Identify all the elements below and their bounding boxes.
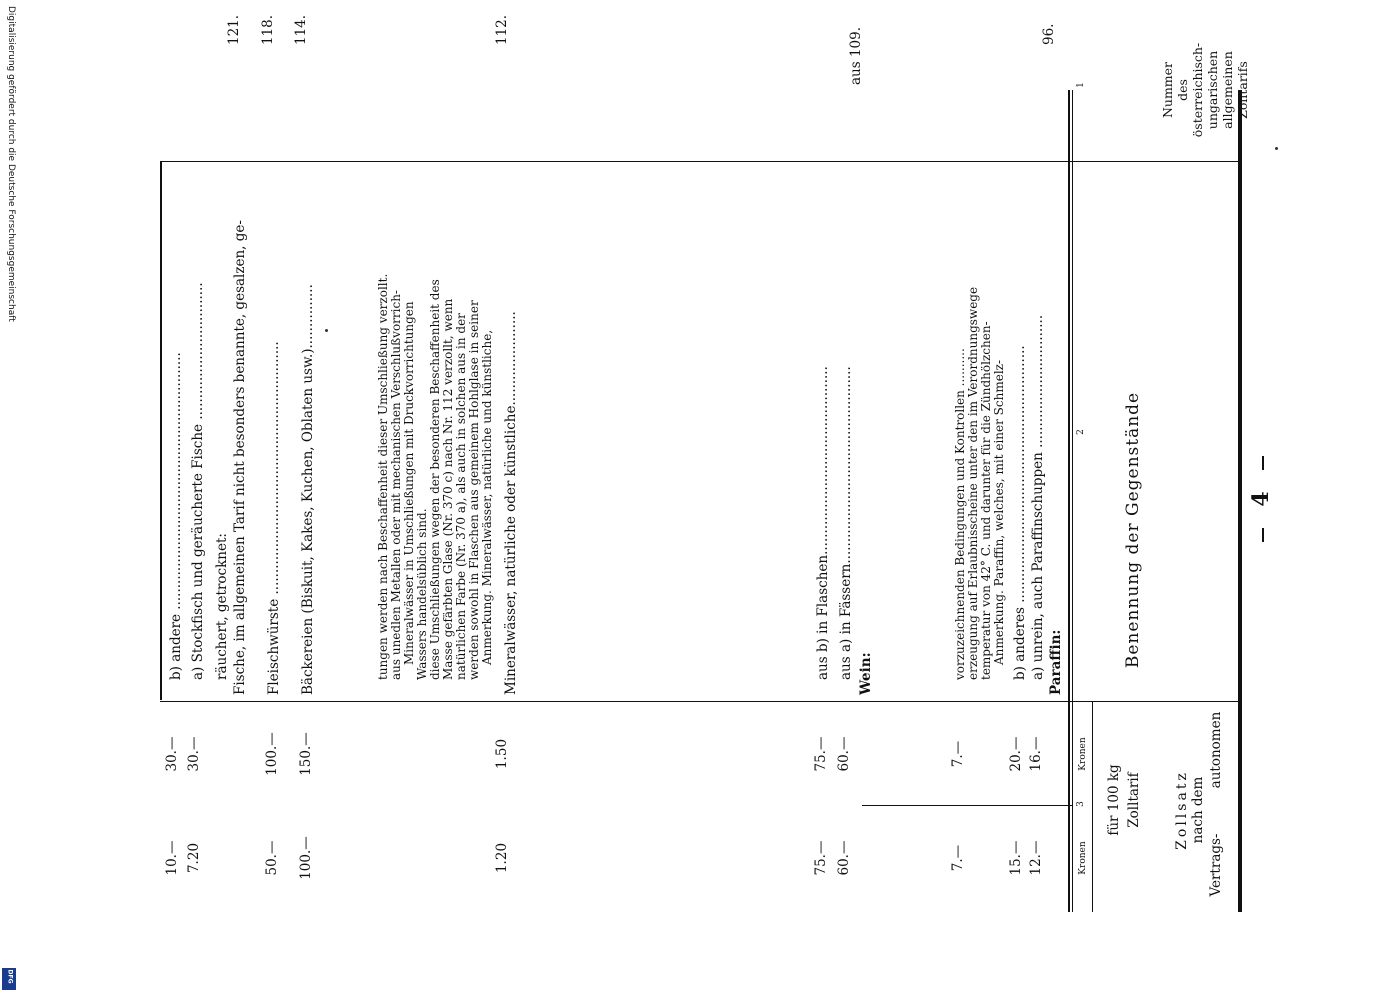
entry-line: b) andere ............................................................ <box>168 352 184 680</box>
sidebar-text: Digitalisierung gefördert durch die Deutsche Forschungsgemeinschaft <box>6 6 16 322</box>
header-col1-line: allgemeinen <box>1220 51 1235 129</box>
rate-treaty: 50.— <box>264 840 280 876</box>
header-bottom-rule <box>1068 90 1070 912</box>
page-number-dash-left <box>1262 528 1264 542</box>
note-line: vorzuzeichnenden Bedingungen und Kontrollen .......... <box>953 348 967 680</box>
sidebar-attribution <box>6 6 16 322</box>
entry-line: a) Stockfisch und geräucherte Fische ................................ <box>190 282 206 680</box>
rate-treaty: 7.20 <box>186 842 202 874</box>
header-col3-autonomen: autonomen <box>1208 711 1224 789</box>
note-line: natürlichen Farbe (Nr. 370 a), als auch in solchen aus in der <box>454 313 468 680</box>
currency-label-treaty: Kronen <box>1078 841 1088 875</box>
rate-treaty: 12.— <box>1028 840 1044 876</box>
header-col3-zolltarif: Zolltarif <box>1126 772 1142 828</box>
rate-autonomous: 1.50 <box>494 738 510 770</box>
entry-line: Bäckereien (Biskuit, Kakes, Kuchen, Oblaten usw.)............... <box>300 284 316 695</box>
rate-header-rule <box>1092 702 1093 912</box>
column-number-1: 1 <box>1076 82 1086 88</box>
note-line: Mineralwässer in Umschließungen mit Druckvorrichtungen <box>402 301 416 665</box>
rate-autonomous: 20.— <box>1008 736 1024 772</box>
entry-title: Paraffin: <box>1048 629 1064 695</box>
rate-autonomous: 150.— <box>298 732 314 776</box>
column-number-rule <box>1072 90 1073 912</box>
rate-treaty: 75.— <box>813 840 829 876</box>
entry-title: Wein: <box>858 652 874 695</box>
column-divider-3 <box>862 805 1072 806</box>
header-col1-line: Nummer <box>1160 61 1175 119</box>
header-col3-per-weight: für 100 kg <box>1106 764 1122 836</box>
table-bottom-rule <box>160 162 162 700</box>
tariff-number: 118. <box>260 14 276 45</box>
rate-autonomous: 30.— <box>186 736 202 772</box>
note-line: werden sowohl in Flaschen aus gemeinem Hohlglase in seiner <box>467 300 481 680</box>
tariff-number: 96. <box>1041 23 1057 45</box>
rate-autonomous: 75.— <box>813 736 829 772</box>
rate-treaty: 60.— <box>836 840 852 876</box>
rate-treaty: 1.20 <box>494 842 510 874</box>
header-col3-line2: nach dem <box>1190 776 1206 844</box>
entry-line: räuchert, getrocknet: <box>214 533 230 680</box>
scan-speck <box>325 329 328 332</box>
header-col2: Benennung der Gegenstände <box>1123 391 1143 669</box>
note-line: temperatur von 42° C. und darunter für die Zündhölzchen- <box>979 321 993 680</box>
note-line: tungen werden nach Beschaffenheit dieser Umschließung verzollt. <box>376 273 390 680</box>
dfg-logo <box>2 968 16 990</box>
rate-treaty: 100.— <box>298 836 314 880</box>
column-divider-2 <box>160 701 1240 702</box>
rate-autonomous: 30.— <box>164 736 180 772</box>
scan-speck <box>1275 147 1278 150</box>
note-line: Masse gefärbten Glase (Nr. 370 c) nach Nr. 112 verzollt, wenn <box>441 298 455 680</box>
entry-line: Mineralwässer, natürliche oder künstliche...................... <box>503 311 519 695</box>
header-col1-line: österreichisch- <box>1190 42 1205 138</box>
tariff-number: 112. <box>494 14 510 45</box>
dfg-logo-text: DFG <box>6 969 14 984</box>
note-line: aus unedlen Metallen oder mit mechanischen Verschlußvorrich- <box>389 290 403 680</box>
entry-line: a) unrein, auch Paraffinschuppen ............................... <box>1030 314 1046 680</box>
note-line: Anmerkung. Paraffin, welches, mit einer Schmelz- <box>992 359 1006 665</box>
header-col1-line: ungarischen <box>1205 50 1220 130</box>
rate-autonomous: 100.— <box>264 732 280 776</box>
tariff-number: 121. <box>226 14 242 45</box>
tariff-number: 114. <box>293 14 309 45</box>
entry-line: b) anderes ............................................................ <box>1012 345 1028 680</box>
column-divider-1 <box>160 161 1240 162</box>
page-number-dash-right <box>1262 456 1264 470</box>
header-col3-vertrag: Vertrags- <box>1208 833 1224 897</box>
rate-treaty: 10.— <box>164 840 180 876</box>
note-line: Anmerkung. Mineralwässer, natürliche und künstliche, <box>480 329 494 665</box>
entry-line: aus a) in Fässern.............................................. <box>838 366 854 680</box>
column-number-3: 3 <box>1076 801 1086 807</box>
entry-line: Fische, im allgemeinen Tarif nicht besonders benannte, gesalzen, ge- <box>232 220 248 695</box>
note-line: erzeugung auf Erlaubnisscheine unter den im Verordnungswege <box>966 286 980 680</box>
rate-autonomous: 16.— <box>1028 736 1044 772</box>
page-number: 4 <box>1248 491 1274 507</box>
header-col1-line: des <box>1175 79 1190 101</box>
note-line: diese Umschließungen wegen der besonderen Beschaffenheit des <box>428 279 442 680</box>
table-top-rule <box>1238 90 1242 912</box>
header-col1-line: Zolltarifs <box>1235 61 1250 119</box>
rate-autonomous: 7.— <box>950 740 966 768</box>
header-col1 <box>1160 30 1250 150</box>
header-col3-title: Zollsatz <box>1174 770 1190 850</box>
note-line: Wassers handelsüblich sind. <box>415 508 429 680</box>
entry-line: Fleischwürste ........................................................... <box>266 341 282 695</box>
rate-autonomous: 60.— <box>836 736 852 772</box>
column-number-2: 2 <box>1076 429 1086 435</box>
entry-line: aus b) in Flaschen............................................ <box>815 366 831 680</box>
currency-label-autonomous: Kronen <box>1078 737 1088 771</box>
rate-treaty: 15.— <box>1008 840 1024 876</box>
tariff-number: aus 109. <box>848 26 864 85</box>
rate-treaty: 7.— <box>950 844 966 872</box>
